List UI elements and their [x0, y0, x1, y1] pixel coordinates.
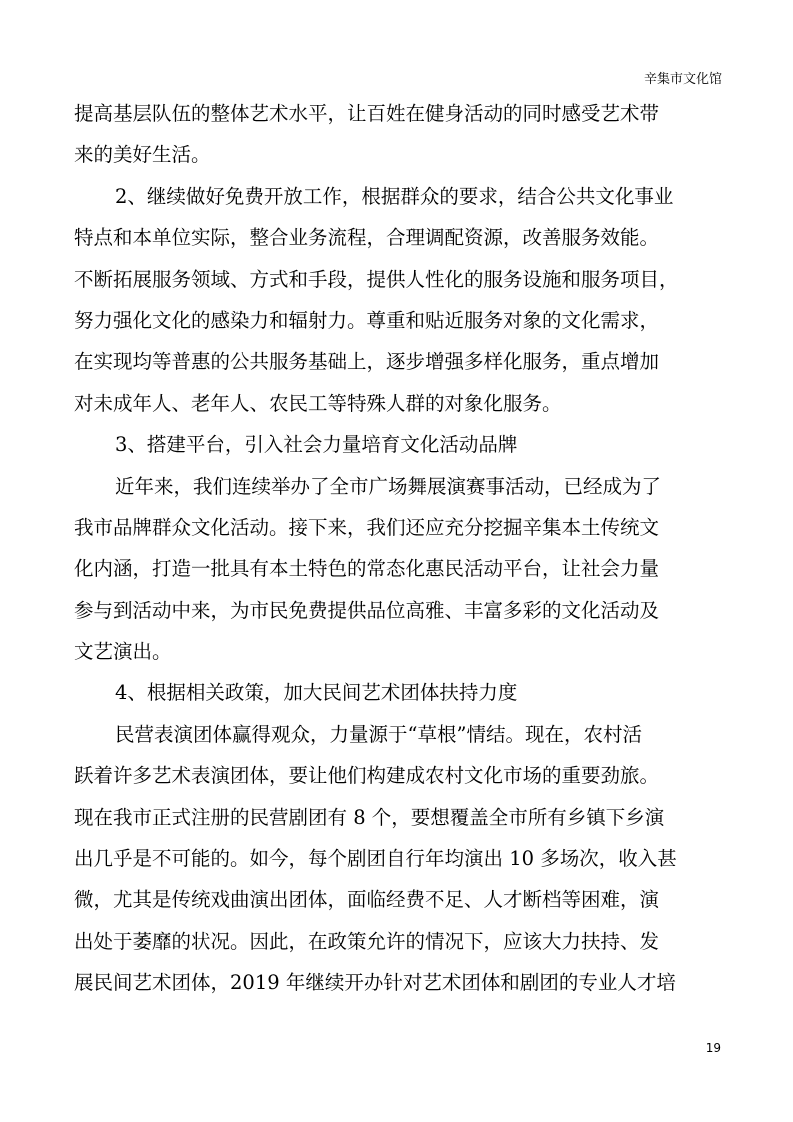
paragraph-line: 文艺演出。 — [74, 640, 172, 664]
page-number: 19 — [705, 1041, 721, 1055]
paragraph-line: 2、继续做好免费开放工作，根据群众的要求，结合公共文化事业 — [115, 184, 674, 208]
page-header-organization: 辛集市文化馆 — [643, 72, 722, 87]
paragraph-line: 在实现均等普惠的公共服务基础上，逐步增强多样化服务，重点增加 — [74, 350, 660, 374]
paragraph-line: 出处于萎靡的状况。因此，在政策允许的情况下，应该大力扶持、发 — [74, 929, 660, 953]
paragraph-line: 微，尤其是传统戏曲演出团体，面临经费不足、人才断档等困难，演 — [74, 888, 660, 912]
section-heading: 3、搭建平台，引入社会力量培育文化活动品牌 — [115, 433, 518, 457]
paragraph-line: 化内涵，打造一批具有本土特色的常态化惠民活动平台，让社会力量 — [74, 557, 660, 581]
paragraph-line: 跃着许多艺术表演团体，要让他们构建成农村文化市场的重要劲旅。 — [74, 764, 660, 788]
paragraph-line: 努力强化文化的感染力和辐射力。尊重和贴近服务对象的文化需求， — [74, 308, 660, 332]
paragraph-line: 展民间艺术团体，2019 年继续开办针对艺术团体和剧团的专业人才培 — [74, 971, 676, 995]
paragraph-line: 现在我市正式注册的民营剧团有 8 个，要想覆盖全市所有乡镇下乡演 — [74, 805, 665, 829]
paragraph-line: 特点和本单位实际，整合业务流程，合理调配资源，改善服务效能。 — [74, 226, 660, 250]
paragraph-line: 出几乎是不可能的。如今，每个剧团自行年均演出 10 多场次，收入甚 — [74, 847, 677, 871]
paragraph-line: 来的美好生活。 — [74, 143, 211, 167]
paragraph-line: 民营表演团体赢得观众，力量源于“草根”情结。现在，农村活 — [115, 722, 642, 746]
paragraph-line: 对未成年人、老年人、农民工等特殊人群的对象化服务。 — [74, 391, 562, 415]
paragraph-line: 参与到活动中来，为市民免费提供品位高雅、丰富多彩的文化活动及 — [74, 598, 660, 622]
paragraph-line: 不断拓展服务领域、方式和手段，提供人性化的服务设施和服务项目， — [74, 267, 679, 291]
paragraph-line: 我市品牌群众文化活动。接下来，我们还应充分挖掘辛集本土传统文 — [74, 515, 660, 539]
section-heading: 4、根据相关政策，加大民间艺术团体扶持力度 — [115, 681, 518, 705]
body-text — [74, 93, 719, 1004]
paragraph-line: 近年来，我们连续举办了全市广场舞展演赛事活动，已经成为了 — [115, 474, 662, 498]
paragraph-line: 提高基层队伍的整体艺术水平，让百姓在健身活动的同时感受艺术带 — [74, 102, 660, 125]
